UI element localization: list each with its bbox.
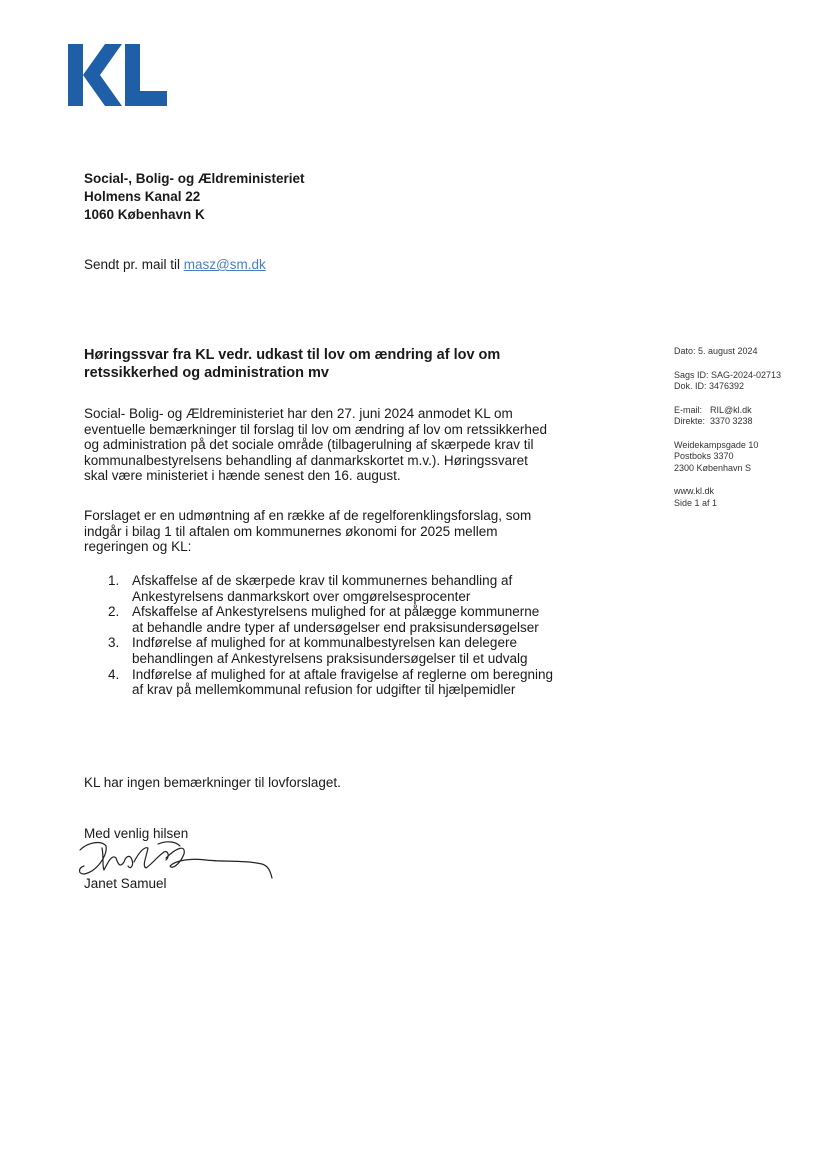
recipient-name: Social-, Bolig- og Ældreministeriet (84, 171, 305, 186)
address-street: Weidekampsgade 10 (674, 439, 759, 450)
recipient-street: Holmens Kanal 22 (84, 189, 201, 204)
list-item (84, 667, 554, 698)
list-item-number: 2. (108, 604, 120, 620)
sent-line (84, 256, 266, 274)
signer-name: Janet Samuel (84, 876, 167, 891)
contact-phone-label: Direkte: (674, 416, 706, 426)
contact-email-label: E-mail: (674, 404, 703, 415)
list-item-text: Afskaffelse af Ankestyrelsens mulighed for at pålægge kommunerne at behandle andre typer af undersøgelser end praksisundersøgelser (132, 604, 540, 635)
paragraph-intro: Social- Bolig- og Ældreministeriet har den 27. juni 2024 anmodet KL om eventuelle bemærkninger til forslag til lov om ændring af lov om retssikkerhed og administration på det sociale område (tilbagerulning af skærpede krav til kommunalbestyrelsens behandling af danmarkskortet m.v.). Høringssvaret skal være ministeriet i hænde senest den 16. august. (84, 406, 547, 484)
list-item-number: 4. (108, 666, 120, 682)
list-item-text: Afskaffelse af de skærpede krav til kommunernes behandling af Ankestyrelsens danmarkskort over omgørelsesprocenter (132, 573, 513, 604)
contact-email-value[interactable]: RIL@kl.dk (710, 404, 752, 415)
list-item-text: Indførelse af mulighed for at aftale fravigelse af reglerne om beregning af krav på mellemkommunal refusion for udgifter til hjælpemidler (132, 666, 553, 698)
page-number: Side 1 af 1 (674, 497, 718, 508)
list-item-number: 1. (108, 573, 120, 588)
closing-greeting: Med venlig hilsen (84, 826, 189, 841)
contact-phone (674, 416, 814, 428)
recipient-email-link[interactable]: masz@sm.dk (183, 257, 266, 272)
proposal-list (84, 573, 554, 698)
contact-phone-value: 3370 3238 (710, 416, 753, 426)
recipient-city: 1060 København K (84, 207, 205, 222)
letter-subject: Høringssvar fra KL vedr. udkast til lov om ændring af lov om retssikkerhed og administration mv (84, 347, 501, 381)
list-item (84, 573, 554, 604)
recipient-address (84, 170, 305, 224)
list-item-text: Indførelse af mulighed for at kommunalbestyrelsen kan delegere behandlingen af Ankestyrelsens praksisundersøgelser til et udvalg (132, 635, 528, 666)
list-item-number: 3. (108, 635, 120, 651)
contact-email (674, 405, 814, 417)
list-item (84, 635, 554, 666)
paragraph-proposal: Forslaget er en udmøntning af en række af de regelforenklingsforslag, som indgår i bilag 1 til aftalen om kommunernes økonomi for 2025 mellem regeringen og KL: (84, 508, 532, 555)
letter-date: Dato: 5. august 2024 (674, 346, 758, 356)
website-link[interactable]: www.kl.dk (674, 486, 715, 496)
address-pobox: Postboks 3370 (674, 451, 734, 461)
paragraph-conclusion: KL har ingen bemærkninger til lovforslaget. (84, 775, 341, 790)
address-city: 2300 København S (674, 462, 752, 473)
kl-logo (68, 44, 168, 106)
document-id: Dok. ID: 3476392 (674, 381, 745, 391)
sent-prefix: Sendt pr. mail til (84, 257, 184, 272)
letter-metadata (674, 346, 814, 521)
list-item (84, 604, 554, 635)
case-id: Sags ID: SAG-2024-02713 (674, 369, 782, 380)
